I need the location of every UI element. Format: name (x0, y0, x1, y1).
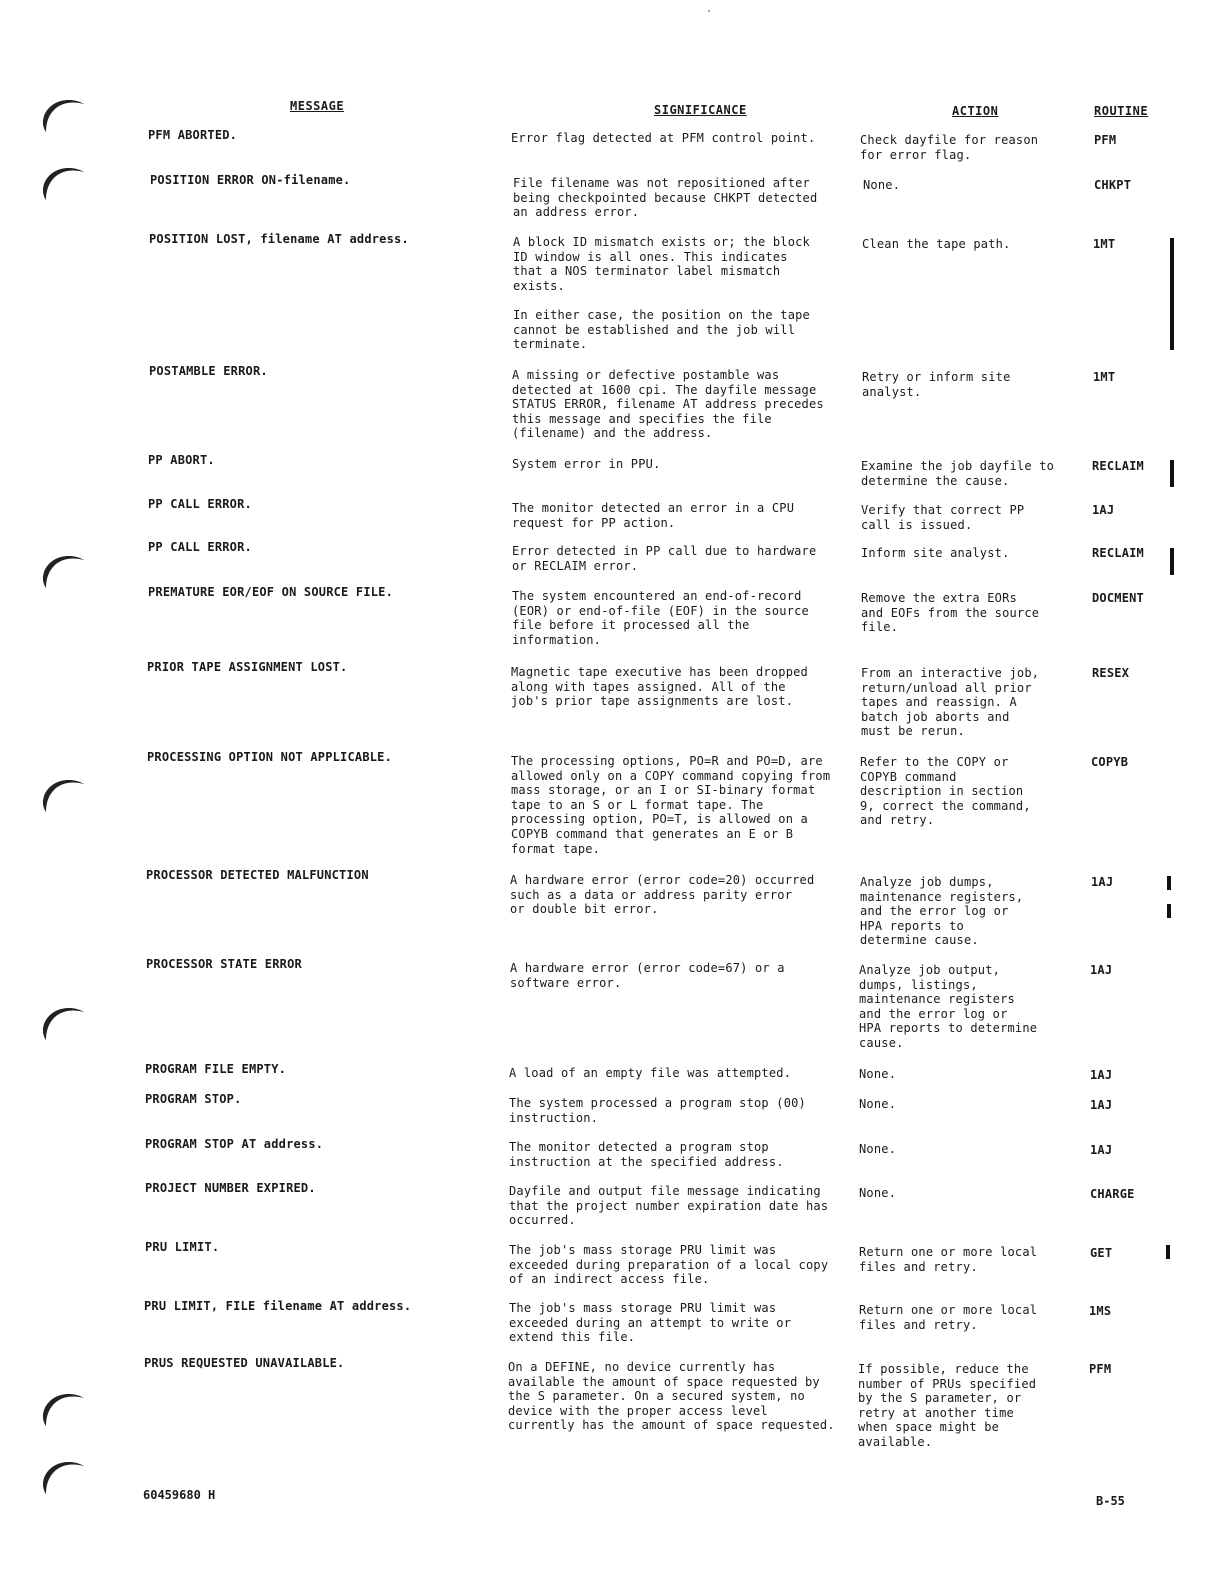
routine-cell: GET (1090, 1246, 1113, 1260)
scan-speck (708, 10, 710, 12)
action-cell: Refer to the COPY or COPYB command description in section 9, correct the command, and retry. (860, 755, 1031, 828)
action-cell: Analyze job dumps, maintenance registers, and the error log or HPA reports to determine cause. (860, 875, 1024, 948)
action-cell: None. (859, 1067, 897, 1081)
significance-cell: A block ID mismatch exists or; the block ID window is all ones. This indicates that a NOS terminator label mismatch exists. In either case, the position on the tape cannot be established and the job will terminate. (513, 235, 810, 352)
significance-cell: System error in PPU. (512, 457, 661, 471)
binder-hole-icon (40, 1000, 86, 1046)
message-cell: PROCESSOR DETECTED MALFUNCTION (146, 868, 369, 882)
message-cell: PRUS REQUESTED UNAVAILABLE. (144, 1356, 345, 1370)
significance-cell: The job's mass storage PRU limit was exceeded during an attempt to write or extend this file. (509, 1301, 792, 1345)
significance-cell: Error flag detected at PFM control point. (511, 131, 816, 145)
routine-cell: 1MT (1093, 237, 1116, 251)
message-cell: PROGRAM STOP AT address. (145, 1137, 324, 1151)
action-cell: Examine the job dayfile to determine the cause. (861, 459, 1055, 488)
header-routine: ROUTINE (1094, 104, 1149, 118)
action-cell: None. (859, 1142, 897, 1156)
routine-cell: 1AJ (1090, 963, 1113, 977)
routine-cell: CHKPT (1094, 178, 1132, 192)
action-cell: None. (863, 178, 901, 192)
significance-cell: The system processed a program stop (00) instruction. (509, 1096, 806, 1125)
routine-cell: COPYB (1091, 755, 1129, 769)
significance-cell: Magnetic tape executive has been dropped along with tapes assigned. All of the job's prior tape assignments are lost. (511, 665, 808, 709)
action-cell: None. (859, 1097, 897, 1111)
action-cell: Analyze job output, dumps, listings, maintenance registers and the error log or HPA reports to determine cause. (859, 963, 1038, 1050)
message-cell: POSITION ERROR ON-filename. (150, 173, 351, 187)
significance-cell: File filename was not repositioned after being checkpointed because CHKPT detected an address error. (513, 176, 818, 220)
significance-cell: A hardware error (error code=20) occurred such as a data or address parity error or double bit error. (510, 873, 815, 917)
binder-hole-icon (40, 1386, 86, 1432)
action-cell: Retry or inform site analyst. (862, 370, 1011, 399)
action-cell: Remove the extra EORs and EOFs from the source file. (861, 591, 1040, 635)
action-cell: Return one or more local files and retry. (859, 1303, 1038, 1332)
significance-cell: The job's mass storage PRU limit was exceeded during preparation of a local copy of an indirect access file. (509, 1243, 829, 1287)
routine-cell: RESEX (1092, 666, 1130, 680)
message-cell: PP CALL ERROR. (148, 540, 252, 554)
routine-cell: RECLAIM (1092, 459, 1144, 473)
action-cell: Verify that correct PP call is issued. (861, 503, 1025, 532)
routine-cell: DOCMENT (1092, 591, 1144, 605)
action-cell: Return one or more local files and retry. (859, 1245, 1038, 1274)
routine-cell: 1MT (1093, 370, 1116, 384)
change-bar (1167, 904, 1171, 918)
message-cell: PROGRAM STOP. (145, 1092, 242, 1106)
routine-cell: PFM (1094, 133, 1117, 147)
message-cell: PROGRAM FILE EMPTY. (145, 1062, 287, 1076)
binder-hole-icon (40, 1454, 86, 1500)
routine-cell: RECLAIM (1092, 546, 1144, 560)
significance-cell: On a DEFINE, no device currently has available the amount of space requested by the S parameter. On a secured system, no device with the proper access level currently has the amount of space requested. (508, 1360, 835, 1433)
routine-cell: PFM (1089, 1362, 1112, 1376)
binder-hole-icon (40, 548, 86, 594)
routine-cell: 1AJ (1090, 1098, 1113, 1112)
routine-cell: 1AJ (1090, 1068, 1113, 1082)
action-cell: None. (859, 1186, 897, 1200)
message-cell: POSTAMBLE ERROR. (149, 364, 268, 378)
routine-cell: 1AJ (1090, 1143, 1113, 1157)
significance-cell: The system encountered an end-of-record (EOR) or end-of-file (EOF) in the source file before it processed all the information. (512, 589, 809, 647)
change-bar (1167, 876, 1171, 890)
page-number: B-55 (1096, 1494, 1125, 1508)
message-cell: POSITION LOST, filename AT address. (149, 232, 409, 246)
routine-cell: CHARGE (1090, 1187, 1135, 1201)
action-cell: Check dayfile for reason for error flag. (860, 133, 1039, 162)
message-cell: PROCESSOR STATE ERROR (146, 957, 302, 971)
binder-hole-icon (40, 160, 86, 206)
significance-cell: The monitor detected an error in a CPU request for PP action. (512, 501, 795, 530)
header-message: MESSAGE (290, 99, 345, 113)
message-cell: PP CALL ERROR. (148, 497, 252, 511)
document-number: 60459680 H (143, 1488, 216, 1502)
change-bar (1170, 460, 1174, 487)
header-significance: SIGNIFICANCE (654, 103, 747, 117)
routine-cell: 1AJ (1091, 875, 1114, 889)
significance-cell: A hardware error (error code=67) or a software error. (510, 961, 785, 990)
significance-cell: The processing options, PO=R and PO=D, are allowed only on a COPY command copying from mass storage, or an I or SI-binary format tape to an S or L format tape. The processing option, PO=T, is allowed on a COPYB command that generates an E or B format tape. (511, 754, 831, 856)
action-cell: From an interactive job, return/unload all prior tapes and reassign. A batch job aborts and must be rerun. (861, 666, 1040, 739)
significance-cell: Dayfile and output file message indicating that the project number expiration date has occurred. (509, 1184, 829, 1228)
message-cell: PROCESSING OPTION NOT APPLICABLE. (147, 750, 393, 764)
message-cell: PP ABORT. (148, 453, 215, 467)
message-cell: PRIOR TAPE ASSIGNMENT LOST. (147, 660, 348, 674)
routine-cell: 1MS (1089, 1304, 1112, 1318)
change-bar (1166, 1245, 1170, 1259)
significance-cell: The monitor detected a program stop instruction at the specified address. (509, 1140, 784, 1169)
message-cell: PREMATURE EOR/EOF ON SOURCE FILE. (148, 585, 394, 599)
change-bar (1170, 548, 1174, 575)
action-cell: Clean the tape path. (862, 237, 1011, 251)
message-cell: PRU LIMIT, FILE filename AT address. (144, 1299, 412, 1313)
significance-cell: A missing or defective postamble was detected at 1600 cpi. The dayfile message STATUS ERROR, filename AT address precedes this message and specifies the file (filename) and the address. (512, 368, 824, 441)
significance-cell: A load of an empty file was attempted. (509, 1066, 792, 1080)
routine-cell: 1AJ (1092, 503, 1115, 517)
message-cell: PRU LIMIT. (145, 1240, 220, 1254)
binder-hole-icon (40, 92, 86, 138)
change-bar (1170, 238, 1174, 350)
header-action: ACTION (952, 104, 999, 118)
significance-cell: Error detected in PP call due to hardware or RECLAIM error. (512, 544, 817, 573)
binder-hole-icon (40, 772, 86, 818)
message-cell: PROJECT NUMBER EXPIRED. (145, 1181, 316, 1195)
message-cell: PFM ABORTED. (148, 128, 238, 142)
action-cell: If possible, reduce the number of PRUs specified by the S parameter, or retry at another time when space might be available. (858, 1362, 1037, 1449)
action-cell: Inform site analyst. (861, 546, 1010, 560)
